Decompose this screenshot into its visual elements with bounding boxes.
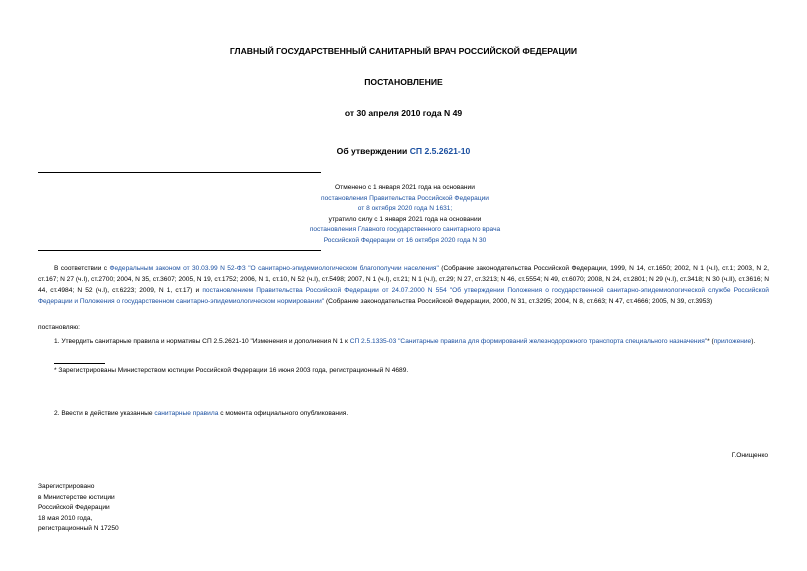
appendix-link[interactable]: приложение — [713, 338, 752, 345]
item-text: 1. Утвердить санитарные правила и нормативы СП 2.5.2621-10 "Изменения и дополнения N 1 к — [54, 338, 350, 345]
item-text: 2. Ввести в действие указанные — [54, 410, 155, 417]
document-type: ПОСТАНОВЛЕНИЕ — [364, 77, 443, 87]
registration-line: Зарегистрировано — [38, 483, 95, 490]
status-link[interactable]: постановления Правительства Российской Федерации — [321, 194, 489, 202]
status-link[interactable]: Российской Федерации от 16 октября 2020 года N 30 — [323, 236, 487, 244]
item-text: ). — [751, 338, 756, 345]
preamble-paragraph — [38, 263, 769, 307]
registration-block — [38, 482, 119, 535]
status-link[interactable]: постановления Главного государственного санитарного врача — [309, 226, 501, 234]
sanitary-rules-link[interactable]: санитарные правила — [154, 410, 219, 417]
federal-law-link[interactable]: Федеральным законом от 30.03.99 N 52-ФЗ "О санитарно-эпидемиологическом благополучии населения" — [109, 265, 439, 272]
document-title — [0, 146, 807, 156]
preamble-text: В соответствии с — [54, 265, 110, 272]
title-text: Об утверждении — [336, 146, 410, 156]
divider-top — [38, 172, 321, 173]
item-text: с момента официального опубликования. — [218, 410, 349, 417]
footnote: * Зарегистрированы Министерством юстиции Российской Федерации 16 июня 2003 года, регистрационный N 4689. — [54, 367, 409, 374]
item-text: * ( — [707, 338, 714, 345]
status-link[interactable]: от 8 октября 2020 года N 1631; — [357, 205, 453, 213]
registration-line: Российской Федерации — [38, 504, 110, 511]
item-1-paragraph — [38, 336, 769, 347]
title-link[interactable]: СП 2.5.2621-10 — [409, 146, 471, 156]
preamble-text: (Собрание законодательства Российской Федерации, 2000, N 31, ст.3295; 2004, N 8, ст.663; N 47, ст.4666; 2005, N 39, ст.3953) — [324, 298, 713, 305]
registration-line: 18 мая 2010 года, — [38, 514, 93, 522]
government-decree-link[interactable]: постановлением Правительства Российской Федерации от 24.07.2000 N 554 "Об утверждении Положения о государственной санитарно-эпидемиологической службе Российской Федерации и Положения о государственном санитарно-эпидемиологическом нормировании" — [38, 287, 769, 305]
divider-bottom — [38, 250, 321, 251]
footnote-divider — [54, 363, 105, 364]
issuing-authority: ГЛАВНЫЙ ГОСУДАРСТВЕННЫЙ САНИТАРНЫЙ ВРАЧ РОССИЙСКОЙ ФЕДЕРАЦИИ — [229, 46, 578, 56]
registration-line: регистрационный N 17250 — [38, 525, 119, 532]
item-2-paragraph — [54, 409, 348, 419]
signature: Г.Онищенко — [731, 452, 768, 459]
decree-word: постановляю: — [38, 324, 81, 331]
status-note — [160, 183, 650, 247]
document-date-number: от 30 апреля 2010 года N 49 — [344, 108, 463, 118]
sp-1335-link[interactable]: СП 2.5.1335-03 "Санитарные правила для формирований железнодорожного транспорта специального назначения" — [349, 338, 708, 345]
status-line: Отменено с 1 января 2021 года на основании — [335, 184, 475, 191]
registration-line: в Министерстве юстиции — [38, 493, 115, 501]
status-line: утратило силу с 1 января 2021 года на основании — [328, 215, 482, 223]
preamble-text: (Собрание законодательства Российской Федерации, 1999, N 14, ст.1650; 2002, N 1 (ч.I), ст.1; 2003, N 2, ст.167; N 27 (ч.I), ст.2700; 2004, N 35, ст.3607; 2005, N 19, ст.1752; 2006, N 1, ст.10, N 52 (ч.I), ст.5498; 2007, N 1 (ч.I), ст.21; N 1 (ч.I), ст.29; N 27, ст.3213; N 46, ст.5554; N 49, ст.6070; 2008, N 24, ст.2801; N 29 (ч.I), ст.3418; N 30 (ч.II), ст.3616; N 44, ст.4984; N 52 (ч.I), ст.6223; 2009, N 1, ст.17) и — [38, 265, 770, 294]
